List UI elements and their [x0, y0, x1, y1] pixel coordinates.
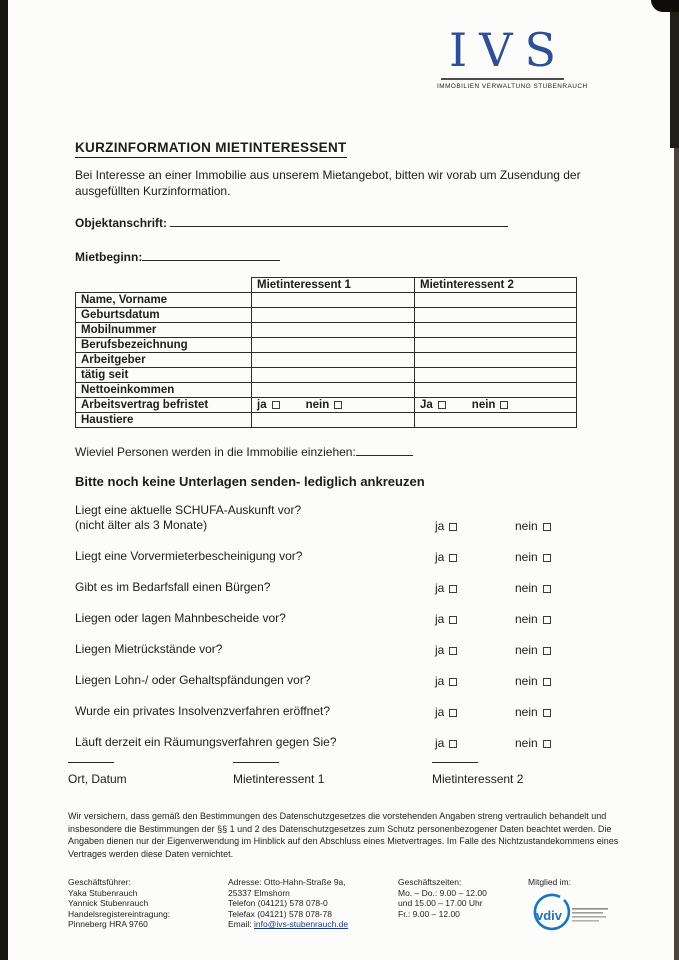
- ja-option: [435, 643, 515, 657]
- nein-label: nein: [515, 736, 538, 750]
- table-row: [76, 383, 577, 398]
- ja-option: [420, 399, 446, 411]
- intro-text: Bei Interesse an einer Immobilie aus unserem Mietangebot, bitten wir vorab um Zusendung der ausgefüllten Kurzinformation.: [75, 168, 581, 198]
- svg-text:vdiv: vdiv: [536, 907, 563, 923]
- ja-label: Ja: [420, 399, 433, 411]
- table-row: [76, 323, 577, 338]
- question-row: [75, 503, 605, 533]
- ja-checkbox[interactable]: [449, 585, 457, 593]
- scan-edge-left: [0, 0, 8, 960]
- nein-checkbox[interactable]: [543, 523, 551, 531]
- ort-datum-signature-line[interactable]: [68, 762, 114, 763]
- question-row: [75, 735, 605, 750]
- footer-line: und 15.00 – 17.00 Uhr: [398, 898, 483, 908]
- ja-label: ja: [435, 550, 445, 564]
- mi2-signature-label: Mietinteressent 2: [432, 772, 524, 786]
- nein-checkbox[interactable]: [543, 647, 551, 655]
- mi2-input-cell[interactable]: [415, 338, 577, 353]
- nein-checkbox[interactable]: [543, 616, 551, 624]
- question-text: Wurde ein privates Insolvenzverfahren eröffnet?: [75, 704, 331, 718]
- privacy-notice: Wir versichern, dass gemäß den Bestimmungen des Datenschutzgesetzes die vorstehenden Angaben streng vertraulich behandelt und insbesondere die Bestimmungen der §§ 1 und 2 des Datenschutzgesetzes zum Schutz personenbezogener Daten beachtet werden. Die Angaben dienen nur der Eigenverwendung im Hinblick auf den Abschluss eines Mietvertrages. Im Falle des Nichtzustandekommens eines Vertrages werden diese Daten vernichtet.: [68, 811, 619, 859]
- mi1-input-cell[interactable]: [252, 413, 415, 428]
- nein-option: [515, 643, 595, 657]
- ort-datum-label: Ort, Datum: [68, 772, 127, 786]
- footer-membership: [528, 877, 612, 940]
- ja-label: ja: [435, 736, 445, 750]
- ja-label: ja: [435, 581, 445, 595]
- footer-address: [228, 877, 348, 930]
- question-text: Läuft derzeit ein Räumungsverfahren gegen Sie?: [75, 735, 337, 749]
- question-row: [75, 549, 605, 564]
- question-text: Liegt eine aktuelle SCHUFA-Auskunft vor?: [75, 503, 302, 517]
- footer-line: Geschäftszeiten:: [398, 877, 462, 887]
- nein-checkbox[interactable]: [543, 585, 551, 593]
- question-text: Liegen oder lagen Mahnbescheide vor?: [75, 611, 286, 625]
- ja-checkbox[interactable]: [449, 523, 457, 531]
- question-text: Liegt eine Vorvermieterbescheinigung vor?: [75, 549, 303, 563]
- nein-label: nein: [515, 581, 538, 595]
- befristet-mi2-cell: [415, 398, 577, 413]
- footer-line: Geschäftsführer:: [68, 877, 131, 887]
- ja-option: [435, 612, 515, 626]
- footer-line: Adresse: Otto-Hahn-Straße 9a,: [228, 877, 346, 887]
- objektanschrift-label: Objektanschrift:: [75, 216, 168, 230]
- footer-email-line: [228, 919, 348, 930]
- table-row: [76, 368, 577, 383]
- member-label: Mitglied im:: [528, 877, 571, 887]
- ja-checkbox[interactable]: [449, 678, 457, 686]
- footer-line: Yaka Stubenrauch: [68, 887, 138, 898]
- nein-label: nein: [305, 399, 330, 411]
- ja-label: ja: [257, 399, 267, 411]
- ja-option: [435, 581, 515, 595]
- ja-option: [435, 550, 515, 564]
- col-header-mietinteressent-1: Mietinteressent 1: [252, 278, 415, 293]
- mietbeginn-field: [75, 250, 280, 264]
- mi1-input-cell[interactable]: [252, 308, 415, 323]
- table-row: [76, 293, 577, 308]
- row-label: Arbeitgeber: [76, 353, 252, 368]
- ivs-logo-text: IVS: [449, 23, 568, 77]
- question-text: Liegen Lohn-/ oder Gehaltspfändungen vor?: [75, 673, 311, 687]
- ja-label: ja: [435, 612, 445, 626]
- einziehen-field: [75, 445, 413, 459]
- footer-line: Pinneberg HRA 9760: [68, 919, 148, 929]
- footer-line: Fr.: 9.00 – 12.00: [398, 908, 460, 919]
- nein-checkbox[interactable]: [543, 678, 551, 686]
- befristet-mi1-cell: [252, 398, 415, 413]
- footer-line: 25337 Elmshorn: [228, 887, 290, 898]
- scan-edge-right-top: [670, 0, 679, 148]
- table-row-befristet: [76, 398, 577, 413]
- footer-line: Telefax (04121) 578 078-78: [228, 908, 332, 919]
- mi1-signature-label: Mietinteressent 1: [233, 772, 325, 786]
- objektanschrift-input-line[interactable]: [170, 216, 508, 227]
- mi2-input-cell[interactable]: [415, 413, 577, 428]
- objektanschrift-field: [75, 216, 508, 230]
- row-label: Haustiere: [76, 413, 252, 428]
- mi2-input-cell[interactable]: [415, 308, 577, 323]
- mietbeginn-input-line[interactable]: [142, 250, 280, 261]
- table-row: [76, 353, 577, 368]
- question-text: Liegen Mietrückstände vor?: [75, 642, 223, 656]
- mi1-input-cell[interactable]: [252, 293, 415, 308]
- befristet-mi2-ja-checkbox[interactable]: [438, 401, 446, 409]
- question-text: Gibt es im Bedarfsfall einen Bürgen?: [75, 580, 271, 594]
- ja-checkbox[interactable]: [449, 616, 457, 624]
- ja-option: [435, 736, 515, 750]
- question-row: [75, 580, 605, 595]
- ja-label: ja: [435, 705, 445, 719]
- ivs-logo: [437, 23, 588, 90]
- mi1-input-cell[interactable]: [252, 353, 415, 368]
- ja-option: [435, 705, 515, 719]
- checklist-heading: Bitte noch keine Unterlagen senden- lediglich ankreuzen: [75, 474, 425, 489]
- ja-label: ja: [435, 674, 445, 688]
- table-header-row: [76, 278, 577, 293]
- logo-divider: [441, 78, 564, 80]
- email-link[interactable]: info@ivs-stubenrauch.de: [253, 919, 349, 929]
- befristet-mi1-ja-checkbox[interactable]: [272, 401, 280, 409]
- nein-option: [472, 399, 509, 411]
- row-label: Geburtsdatum: [76, 308, 252, 323]
- question-row: [75, 704, 605, 719]
- footer-line: Mo. – Do.: 9.00 – 12.00: [398, 887, 487, 898]
- nein-checkbox[interactable]: [543, 554, 551, 562]
- ja-option: [257, 399, 280, 411]
- row-label: tätig seit: [76, 368, 252, 383]
- question-row: [75, 611, 605, 626]
- mi2-input-cell[interactable]: [415, 323, 577, 338]
- row-label: Name, Vorname: [76, 293, 252, 308]
- mietbeginn-label: Mietbeginn:: [75, 250, 143, 264]
- table-corner-cell: [76, 278, 252, 293]
- table-row: [76, 308, 577, 323]
- nein-option: [515, 581, 595, 595]
- mi1-input-cell[interactable]: [252, 338, 415, 353]
- mi2-input-cell[interactable]: [415, 368, 577, 383]
- ivs-logo-subtitle: IMMOBILIEN VERWALTUNG STUBENRAUCH: [437, 83, 588, 90]
- mi1-input-cell[interactable]: [252, 383, 415, 398]
- ja-checkbox[interactable]: [449, 554, 457, 562]
- ja-checkbox[interactable]: [449, 647, 457, 655]
- row-label: Berufsbezeichnung: [76, 338, 252, 353]
- nein-checkbox[interactable]: [543, 740, 551, 748]
- nein-option: [306, 399, 343, 411]
- mi1-input-cell[interactable]: [252, 368, 415, 383]
- mi2-input-cell[interactable]: [415, 383, 577, 398]
- einziehen-label: Wieviel Personen werden in die Immobilie einziehen:: [75, 445, 356, 459]
- nein-label: nein: [515, 705, 538, 719]
- nein-option: [515, 736, 595, 750]
- mi2-input-cell[interactable]: [415, 353, 577, 368]
- row-label: Nettoeinkommen: [76, 383, 252, 398]
- checklist: [75, 503, 605, 766]
- question-row: [75, 642, 605, 657]
- row-label: Arbeitsvertrag befristet: [76, 398, 252, 413]
- footer-management: [68, 877, 170, 930]
- mi2-signature-line[interactable]: [432, 762, 478, 763]
- mietinteressent-table: [75, 277, 577, 428]
- footer-line: Telefon (04121) 578 078-0: [228, 898, 328, 908]
- nein-label: nein: [515, 612, 538, 626]
- nein-option: [515, 705, 595, 719]
- befristet-mi1-nein-checkbox[interactable]: [334, 401, 342, 409]
- nein-option: [515, 612, 595, 626]
- table-row: [76, 413, 577, 428]
- nein-label: nein: [515, 519, 538, 533]
- ja-option: [435, 519, 515, 533]
- question-text-block: [75, 503, 435, 533]
- footer-line: Yannick Stubenrauch: [68, 898, 149, 908]
- ja-checkbox[interactable]: [449, 709, 457, 717]
- nein-label: nein: [515, 643, 538, 657]
- email-label: Email:: [228, 919, 254, 929]
- scan-corner-artifact: [651, 0, 679, 12]
- befristet-mi2-nein-checkbox[interactable]: [500, 401, 508, 409]
- col-header-mietinteressent-2: Mietinteressent 2: [415, 278, 577, 293]
- mi2-input-cell[interactable]: [415, 293, 577, 308]
- nein-label: nein: [471, 399, 496, 411]
- page-title: KURZINFORMATION MIETINTERESSENT: [75, 140, 347, 158]
- table-row: [76, 338, 577, 353]
- mi1-signature-line[interactable]: [233, 762, 279, 763]
- nein-checkbox[interactable]: [543, 709, 551, 717]
- mi1-input-cell[interactable]: [252, 323, 415, 338]
- ja-label: ja: [435, 519, 445, 533]
- row-label: Mobilnummer: [76, 323, 252, 338]
- ja-checkbox[interactable]: [449, 740, 457, 748]
- nein-label: nein: [515, 550, 538, 564]
- ja-label: ja: [435, 643, 445, 657]
- vdiv-logo: [528, 892, 612, 941]
- einziehen-input-line[interactable]: [356, 445, 413, 456]
- footer-line: Handelsregistereintragung:: [68, 908, 171, 919]
- nein-option: [515, 674, 595, 688]
- question-row: [75, 673, 605, 688]
- question-note: (nicht älter als 3 Monate): [75, 518, 208, 532]
- nein-option: [515, 550, 595, 564]
- nein-option: [515, 519, 595, 533]
- ja-option: [435, 674, 515, 688]
- footer-hours: [398, 877, 487, 919]
- nein-label: nein: [515, 674, 538, 688]
